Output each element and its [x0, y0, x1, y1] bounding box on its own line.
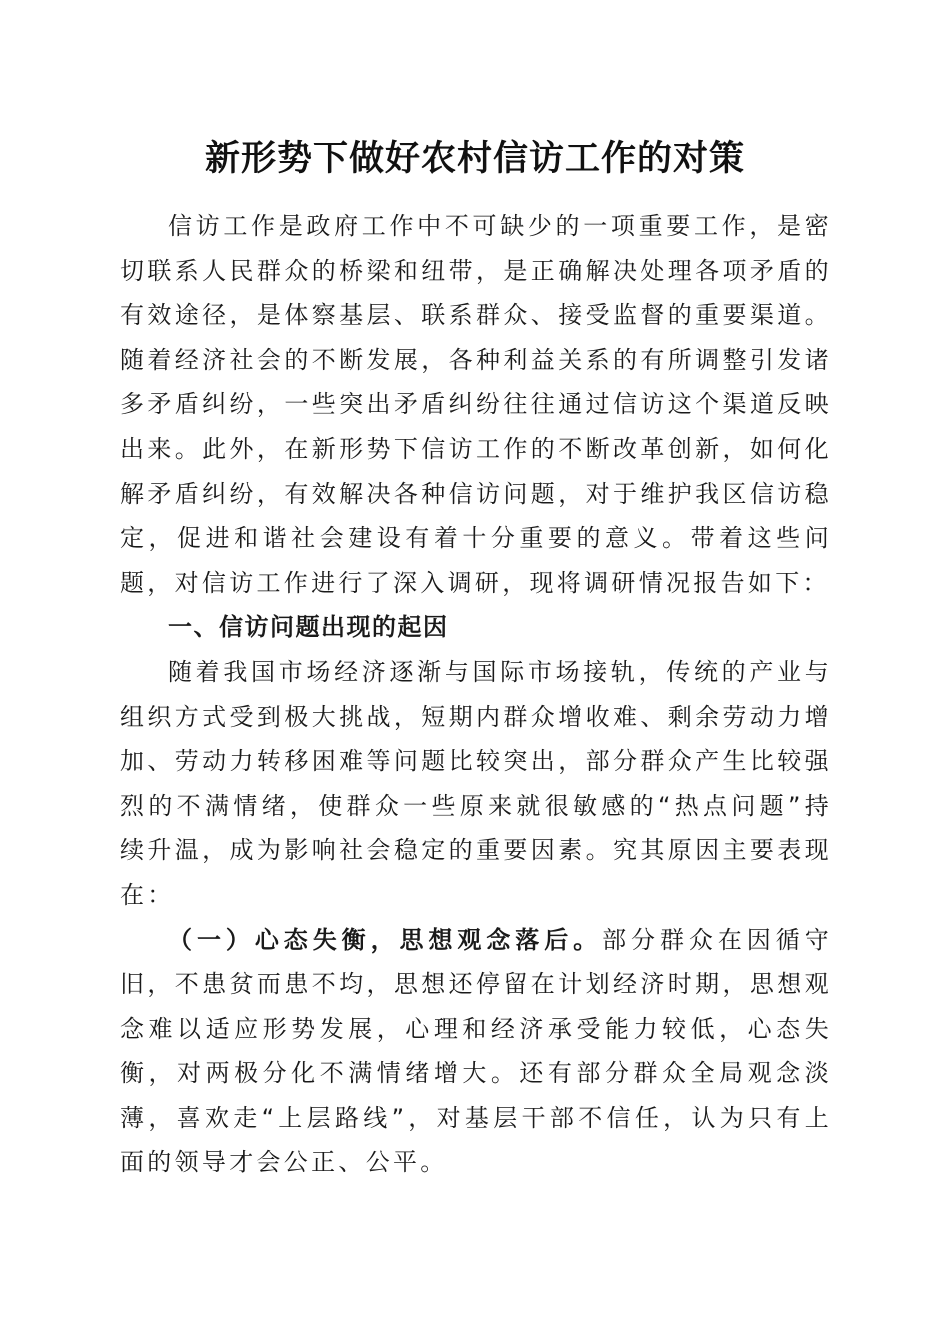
subsection-paragraph-mindset	[120, 918, 832, 1186]
causes-paragraph: 随着我国市场经济逐渐与国际市场接轨，传统的产业与组织方式受到极大挑战，短期内群众增收难、剩余劳动力增加、劳动力转移困难等问题比较突出，部分群众产生比较强烈的不满情绪，使群众一些原来就很敏感的“热点问题”持续升温，成为影响社会稳定的重要因素。究其原因主要表现在：	[120, 657, 832, 909]
document-body	[120, 204, 832, 1185]
document-title: 新形势下做好农村信访工作的对策	[204, 138, 745, 179]
intro-paragraph: 信访工作是政府工作中不可缺少的一项重要工作，是密切联系人民群众的桥梁和纽带，是正确解决处理各项矛盾的有效途径，是体察基层、联系群众、接受监督的重要渠道。随着经济社会的不断发展，各种利益关系的有所调整引发诸多矛盾纠纷，一些突出矛盾纠纷往往通过信访这个渠道反映出来。此外，在新形势下信访工作的不断改革创新，如何化解矛盾纠纷，有效解决各种信访问题，对于维护我区信访稳定，促进和谐社会建设有着十分重要的意义。带着这些问题，对信访工作进行了深入调研，现将调研情况报告如下：	[120, 212, 832, 597]
section-heading-causes: 一、信访问题出现的起因	[168, 613, 449, 642]
subsection-lead: （一）心态失衡，思想观念落后。	[168, 925, 603, 954]
subsection-text: 部分群众在因循守旧，不患贫而患不均，思想还停留在计划经济时期，思想观念难以适应形势发展，心理和经济承受能力较低，心态失衡，对两极分化不满情绪增大。还有部分群众全局观念淡薄，喜欢走“上层路线”，对基层干部不信任，认为只有上面的领导才会公正、公平。	[120, 925, 832, 1177]
